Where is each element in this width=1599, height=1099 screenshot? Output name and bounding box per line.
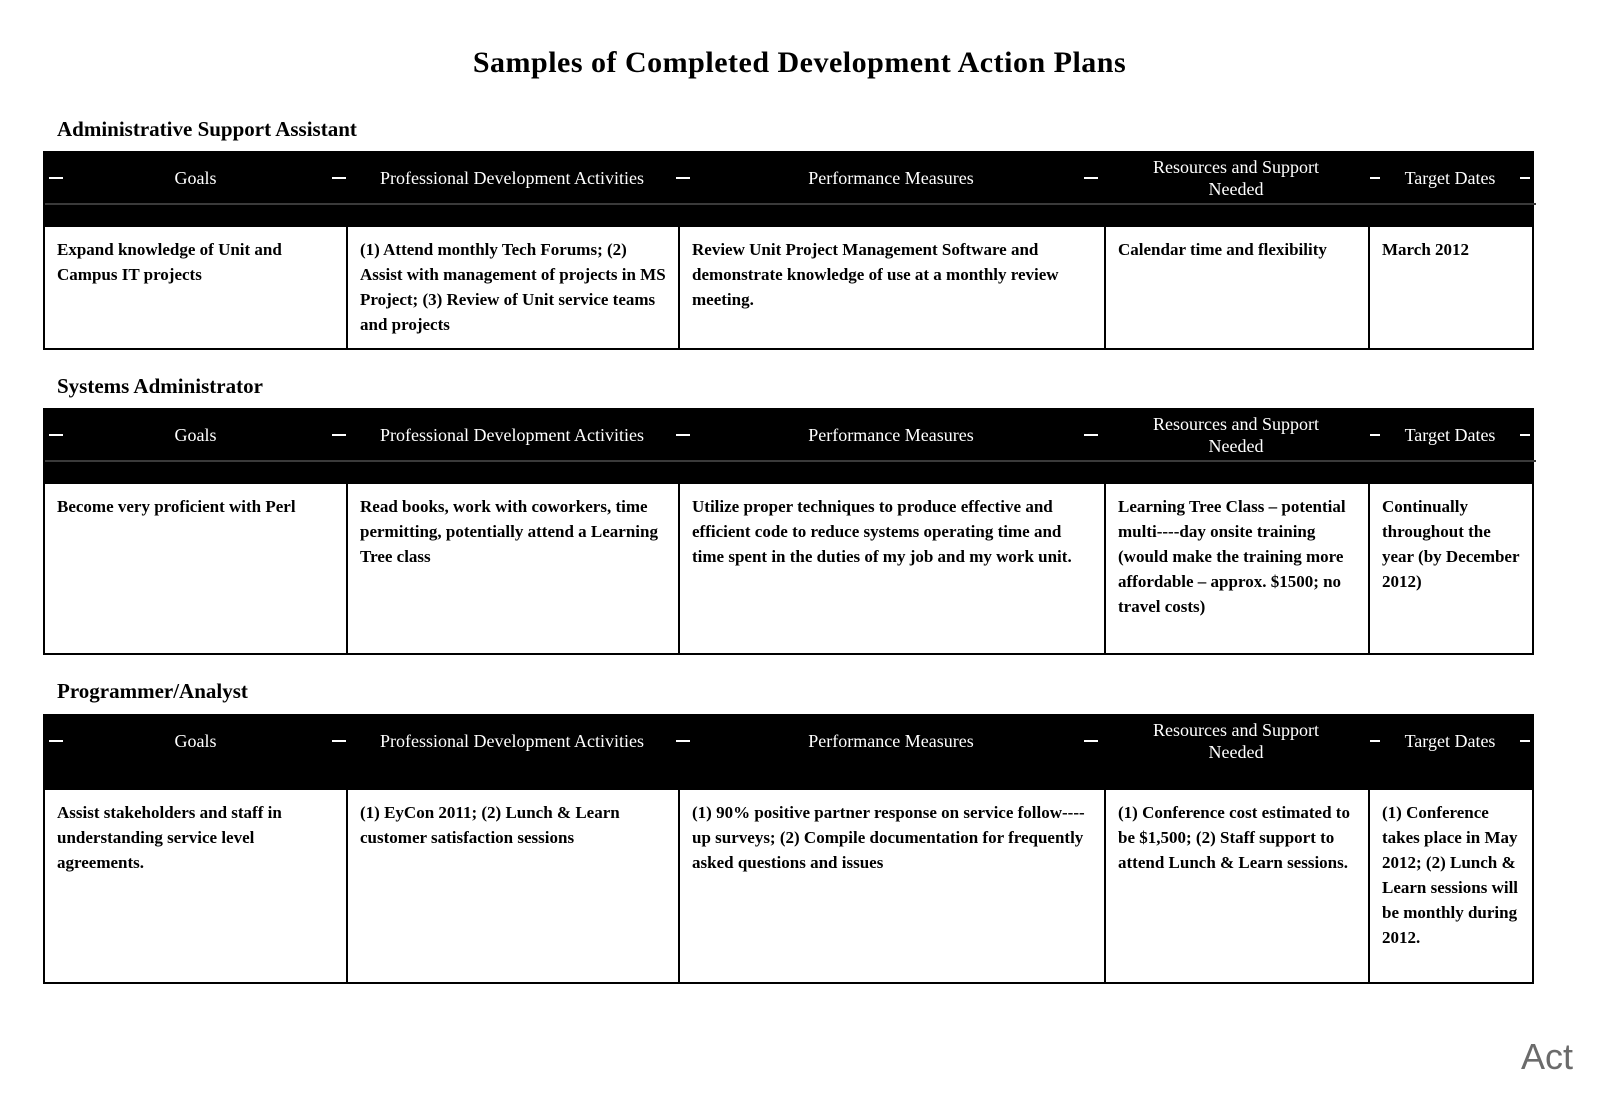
cell-target: March 2012 <box>1368 227 1532 350</box>
header-measures: Performance Measures <box>678 153 1104 203</box>
section-title-programmer-analyst: Programmer/Analyst <box>57 679 248 703</box>
cell-target: (1) Conference takes place in May 2012; (2) Lunch & Learn sessions will be monthly during 2012. <box>1368 790 1532 984</box>
cell-resources: Learning Tree Class – potential multi----day onsite training (would make the training more affordable – approx. $1500; no travel costs) <box>1104 484 1368 655</box>
cell-goals: Expand knowledge of Unit and Campus IT projects <box>57 240 282 284</box>
table-row <box>45 790 1532 984</box>
header-goals: Goals <box>45 410 346 460</box>
header-target: Target Dates <box>1368 410 1532 460</box>
header-underline <box>45 460 1536 462</box>
section-title-administrative-support-assistant: Administrative Support Assistant <box>57 117 357 141</box>
cell-measures: Utilize proper techniques to produce effective and efficient code to reduce systems operating time and time spent in the duties of my job and my work unit. <box>678 484 1104 655</box>
header-measures: Performance Measures <box>678 716 1104 766</box>
table-row <box>45 227 1532 350</box>
plan-table-systems-administrator <box>43 408 1534 655</box>
header-target: Target Dates <box>1368 153 1532 203</box>
cell-activities: (1) Attend monthly Tech Forums; (2) Assist with management of projects in MS Project; (3) Review of Unit service teams and projects <box>346 227 678 350</box>
cell-resources: Calendar time and flexibility <box>1104 227 1368 350</box>
header-resources: Resources and Support Needed <box>1153 157 1319 199</box>
table-header-row <box>45 410 1532 484</box>
cell-activities: Read books, work with coworkers, time permitting, potentially attend a Learning Tree class <box>346 484 678 655</box>
cell-goals: Assist stakeholders and staff in understanding service level agreements. <box>57 803 282 872</box>
cell-resources: (1) Conference cost estimated to be $1,500; (2) Staff support to attend Lunch & Learn sessions. <box>1104 790 1368 984</box>
header-target: Target Dates <box>1368 716 1532 766</box>
header-goals: Goals <box>45 153 346 203</box>
header-underline <box>45 203 1536 205</box>
activation-watermark: Act <box>1521 1036 1574 1077</box>
header-resources: Resources and Support Needed <box>1153 720 1319 762</box>
cell-measures: Review Unit Project Management Software and demonstrate knowledge of use at a monthly review meeting. <box>678 227 1104 350</box>
table-header-row <box>45 716 1532 790</box>
plan-table-administrative-support-assistant <box>43 151 1534 350</box>
cell-activities: (1) EyCon 2011; (2) Lunch & Learn customer satisfaction sessions <box>346 790 678 984</box>
section-title-systems-administrator: Systems Administrator <box>57 374 263 398</box>
header-activities: Professional Development Activities <box>346 410 678 460</box>
header-activities: Professional Development Activities <box>346 716 678 766</box>
cell-target: Continually throughout the year (by December 2012) <box>1368 484 1532 655</box>
header-measures: Performance Measures <box>678 410 1104 460</box>
cell-goals: Become very proficient with Perl <box>57 497 296 516</box>
header-activities: Professional Development Activities <box>346 153 678 203</box>
plan-table-programmer-analyst <box>43 714 1534 984</box>
cell-measures: (1) 90% positive partner response on service follow----up surveys; (2) Compile documentation for frequently asked questions and issues <box>678 790 1104 984</box>
header-resources: Resources and Support Needed <box>1153 414 1319 456</box>
table-header-row <box>45 153 1532 227</box>
document-title: Samples of Completed Development Action Plans <box>472 46 1127 79</box>
table-row <box>45 484 1532 655</box>
header-goals: Goals <box>45 716 346 766</box>
